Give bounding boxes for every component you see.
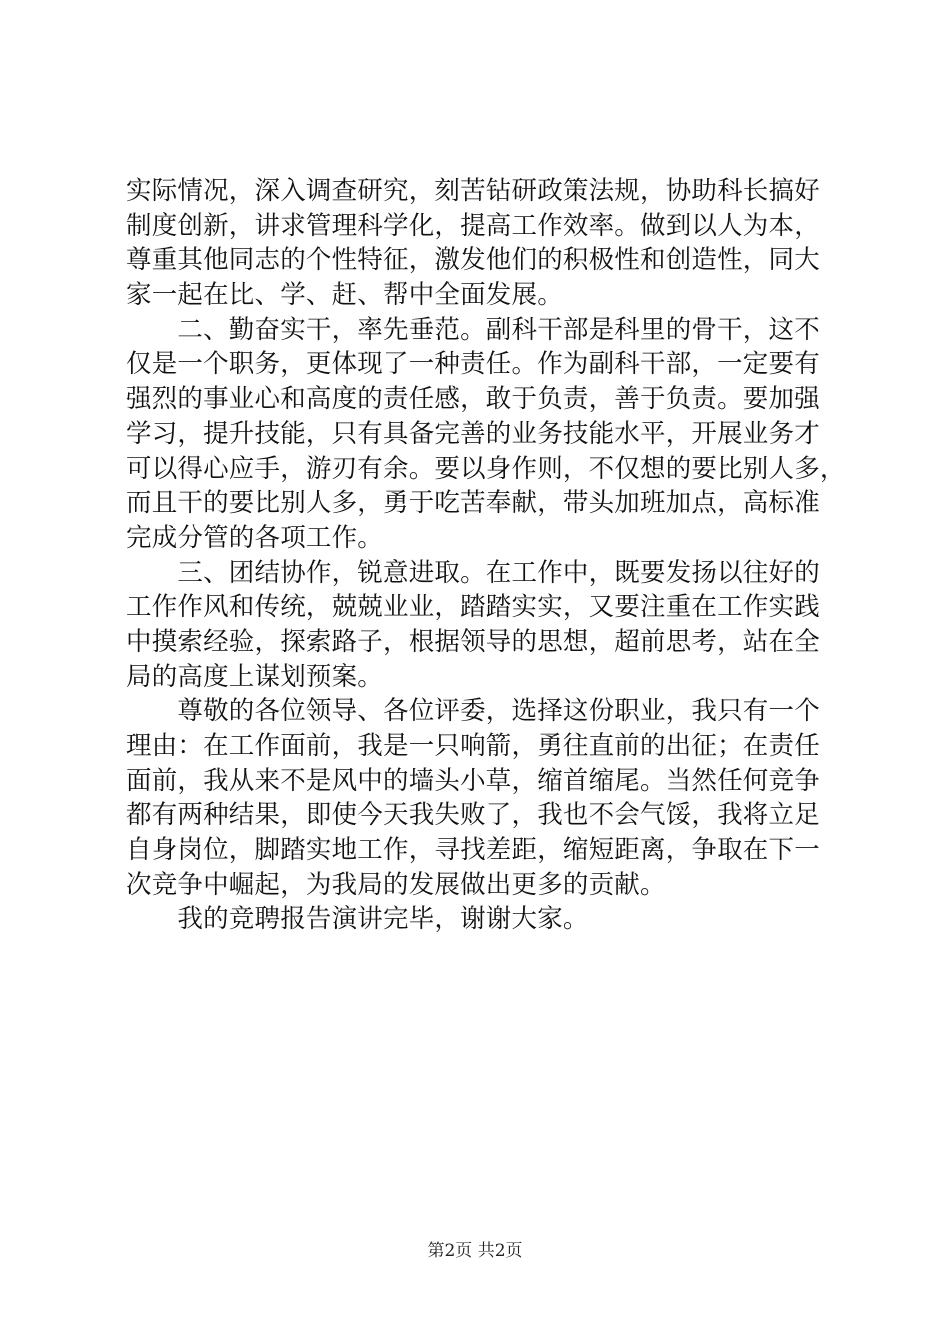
text-line: 强烈的事业心和高度的责任感，敢于负责，善于负责。要加强: [126, 384, 820, 415]
text-line: 家一起在比、学、赶、帮中全面发展。: [126, 280, 563, 311]
text-line: 理由：在工作面前，我是一只响箭，勇往直前的出征；在责任: [126, 731, 820, 761]
text-line: 学习，提升技能，只有具备完善的业务技能水平，开展业务才: [126, 418, 820, 449]
text-line: 而且干的要比别人多，勇于吃苦奉献，带头加班加点，高标准: [126, 488, 820, 519]
text-line: 仅是一个职务，更体现了一种责任。作为副科干部，一定要有: [126, 349, 820, 380]
document-body: [126, 174, 846, 937]
text-line: 工作作风和传统，兢兢业业，踏踏实实，又要注重在工作实践: [126, 592, 820, 623]
text-line: 可以得心应手，游刃有余。要以身作则，不仅想的要比别人多，: [126, 453, 846, 484]
text-line: 局的高度上谋划预案。: [126, 661, 384, 692]
paragraph-start-line: 我的竞聘报告演讲完毕，谢谢大家。: [126, 904, 589, 935]
text-line: 中摸索经验，探索路子，根据领导的思想，超前思考，站在全: [126, 626, 820, 657]
paragraph-start-line: 二、勤奋实干，率先垂范。副科干部是科里的骨干，这不: [126, 314, 820, 345]
paragraph-start-line: 尊敬的各位领导、各位评委，选择这份职业，我只有一个: [126, 696, 820, 727]
text-line: 次竞争中崛起，为我局的发展做出更多的贡献。: [126, 869, 666, 900]
page-number-footer: 第2页 共2页: [427, 1241, 523, 1261]
text-line: 制度创新，讲求管理科学化，提高工作效率。做到以人为本，: [126, 210, 820, 241]
text-line: 完成分管的各项工作。: [126, 522, 384, 553]
text-line: 面前，我从来不是风中的墙头小草，缩首缩尾。当然任何竞争: [126, 765, 820, 796]
text-line: 尊重其他同志的个性特征，激发他们的积极性和创造性，同大: [126, 245, 820, 276]
text-line: 自身岗位，脚踏实地工作，寻找差距，缩短距离，争取在下一: [126, 835, 820, 866]
paragraph-start-line: 三、团结协作，锐意进取。在工作中，既要发扬以往好的: [126, 557, 820, 588]
text-line: 都有两种结果，即使今天我失败了，我也不会气馁，我将立足: [126, 800, 820, 831]
text-line: 实际情况，深入调查研究，刻苦钻研政策法规，协助科长搞好: [126, 176, 820, 206]
